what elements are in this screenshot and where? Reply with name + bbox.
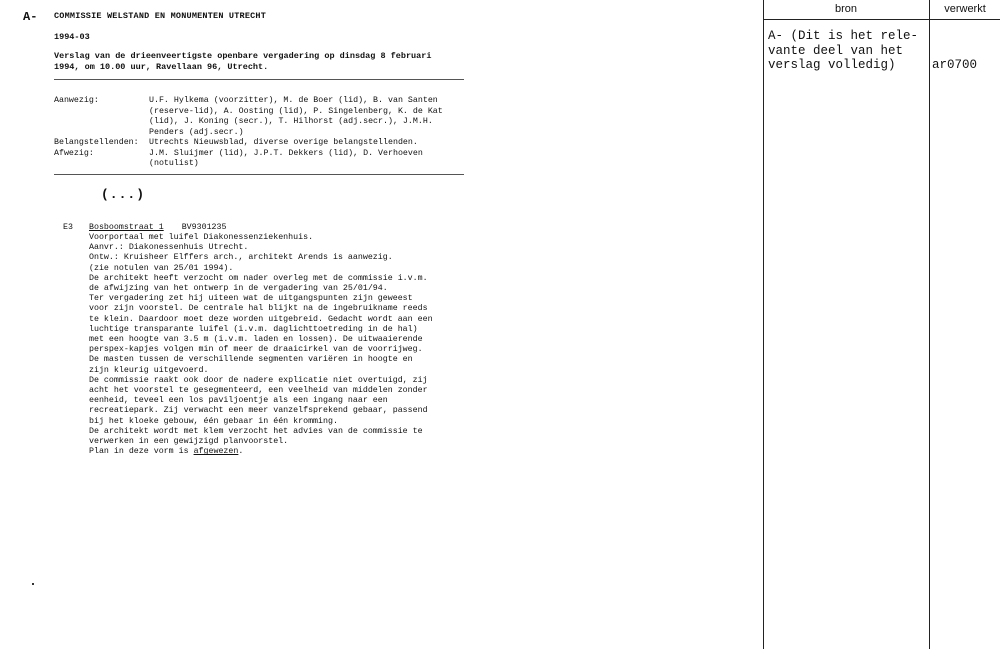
item-code: E3 — [63, 223, 73, 232]
body-line: eenheid, teveel een los paviljoentje als een ingang naar een — [89, 396, 388, 406]
body-line: Aanvr.: Diakonessenhuis Utrecht. — [89, 243, 249, 253]
title-line: 1994, om 10.00 uur, Ravellaan 96, Utrecht. — [54, 62, 269, 72]
item-reference: BV9301235 — [181, 223, 227, 232]
attendance-row — [54, 138, 474, 149]
body-line: De masten tussen de verschillende segmenten variëren in hoogte en — [89, 355, 413, 365]
body-line-final — [89, 447, 469, 457]
column-separator — [929, 0, 930, 649]
attendance-value: J.M. Sluijmer (lid), J.P.T. Dekkers (lid), D. Verhoeven (notulist) — [149, 148, 423, 168]
attendance-label: Afwezig: — [54, 148, 94, 158]
body-line: Voorportaal met luifel Diakonessenziekenhuis. — [89, 233, 314, 242]
omission-mark: (...) — [101, 187, 146, 202]
body-line: bij het kloeke gebouw, één gebaar in één kromming. — [89, 416, 338, 426]
body-line: zijn kleurig uitgevoerd. — [89, 365, 209, 375]
note-line: verslag volledig) — [768, 58, 896, 72]
body-line: verwerken in een gewijzigd planvoorstel. — [89, 437, 289, 447]
report-number: 1994-03 — [54, 32, 90, 42]
final-prefix: Plan in deze vorm is — [89, 447, 194, 457]
attendance-value: U.F. Hylkema (voorzitter), M. de Boer (lid), B. van Santen (reserve-lid), A. Oosting (lid), P. Singelenberg, K. de Kat (lid), J. Koning (secr.), T. Hilhorst (adj.secr.), J.M.H. Penders (adj.secr.) — [149, 96, 443, 137]
note-line: A- (Dit is het rele- — [768, 29, 919, 43]
attendance-block — [54, 96, 474, 170]
body-line: De architekt wordt met klem verzocht het advies van de commissie te — [89, 426, 423, 436]
body-line: voor zijn voorstel. De centrale hal blijkt na de ingebruikname reeds — [89, 304, 428, 314]
attendance-label: Aanwezig: — [54, 96, 99, 105]
attendance-row — [54, 96, 474, 138]
final-suffix: . — [238, 447, 244, 457]
body-line: Ontw.: Kruisheer Elffers arch., architekt Arends is aanwezig. — [89, 253, 393, 263]
report-title — [54, 51, 474, 73]
column-separator — [763, 0, 764, 649]
body-line: (zie notulen van 25/01 1994). — [89, 263, 234, 273]
column-header-verwerkt: verwerkt — [944, 3, 986, 15]
body-line: Ter vergadering zet hij uiteen wat de uitgangspunten zijn geweest — [89, 294, 413, 304]
body-line: de afwijzing van het ontwerp in de vergadering van 25/01/94. — [89, 284, 388, 294]
source-note — [768, 29, 918, 73]
body-line: te klein. Daardoor moet deze worden uitgebreid. Gedacht wordt aan een — [89, 314, 433, 324]
document-mark: A- — [23, 10, 38, 24]
header-rule — [763, 19, 1000, 20]
decision-word: afgewezen — [193, 447, 239, 457]
body-line: perspex-kapjes volgen min of meer de draaicirkel van de voorrijweg. — [89, 345, 423, 355]
body-line: De commissie raakt ook door de nadere explicatie niet overtuigd, zij — [89, 375, 428, 385]
body-line: luchtige transparante luifel (i.v.m. daglichttoetreding in de hal) — [89, 324, 418, 334]
institution-name: COMMISSIE WELSTAND EN MONUMENTEN UTRECHT — [54, 11, 267, 21]
column-header-bron: bron — [834, 3, 858, 15]
divider-rule — [54, 79, 464, 80]
attendance-label: Belangstellenden: — [54, 138, 139, 147]
body-line: met een hoogte van 3.5 m (i.v.m. laden en lossen). De uitwaaierende — [89, 335, 423, 345]
scan-speck — [32, 583, 34, 585]
body-line: recreatiepark. Zij verwacht een meer vanzelfsprekend gebaar, passend — [89, 406, 428, 416]
item-street: Bosboomstraat 1 — [89, 223, 164, 232]
attendance-row — [54, 149, 474, 170]
archive-code: ar0700 — [932, 58, 978, 72]
item-body — [89, 233, 469, 457]
attendance-value: Utrechts Nieuwsblad, diverse overige belangstellenden. — [149, 138, 418, 147]
note-line: vante deel van het — [768, 43, 904, 58]
item-heading — [89, 223, 227, 232]
body-line: De architekt heeft verzocht om nader overleg met de commissie i.v.m. — [89, 273, 428, 283]
body-line: acht het voorstel te gesegmenteerd, een veelheid van middelen zonder — [89, 386, 428, 396]
divider-rule — [54, 174, 464, 175]
title-line: Verslag van de drieenveertigste openbare vergadering op dinsdag 8 februari — [54, 51, 432, 61]
